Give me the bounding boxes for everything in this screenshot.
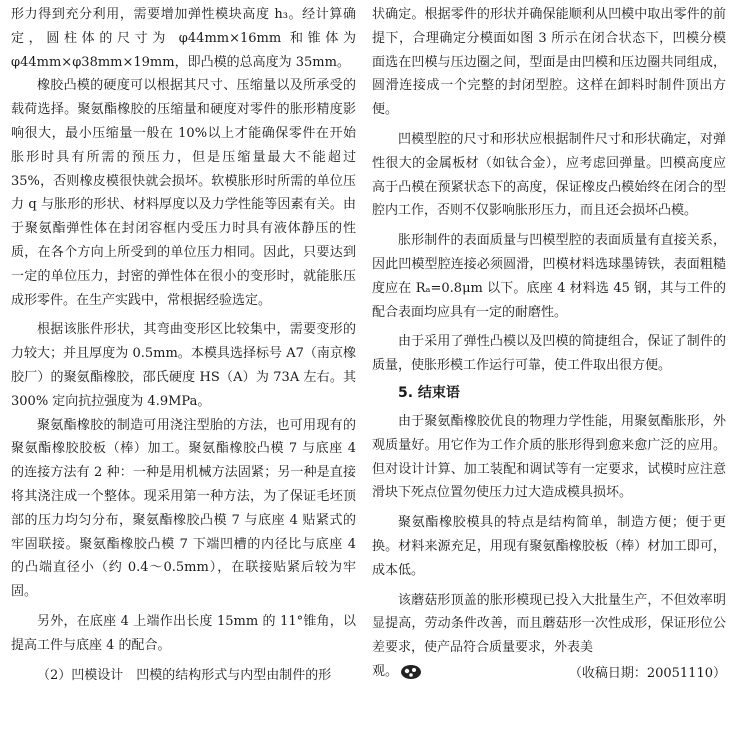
paragraph: （2）凹模设计 凹模的结构形式与内型由制件的形 [37, 667, 332, 683]
paragraph: 由于采用了弹性凸模以及凹模的简捷组合，保证了制件的质量，使胀形模工作运行可靠，使工件取出很方便。 [372, 334, 726, 374]
right-column [372, 3, 726, 684]
paragraph: 由于聚氨酯橡胶优良的物理力学性能，用聚氨酯胀形，外观质量好。用它作为工作介质的胀形得到愈来愈广泛的应用。但对设计计算、加工装配和调试等有一定要求，试模时应注意滑块下死点位置勿使压力过大造成模具损坏。 [372, 413, 726, 501]
paragraph: 胀形制件的表面质量与凹模型腔的表面质量有直接关系，因此凹模型腔连接必须圆滑，凹模材料选球墨铸铁，表面粗糙度应在 Rₐ=0.8μm 以下。底座 4 材料选 45 钢，其与工件的配合表面均应具有一定的耐磨性。 [372, 233, 726, 320]
section-heading: 5. 结束语 [398, 384, 460, 401]
paragraph: 聚氨酯橡胶模具的特点是结构简单，制造方便；便于更换。材料来源充足，用现有聚氨酯橡胶板（棒）材加工即可，成本低。 [372, 515, 726, 578]
paragraph-end: 观。 [372, 663, 399, 679]
paragraph: 聚氨酯橡胶的制造可用浇注型胎的方法，也可用现有的聚氨酯橡胶胶板（棒）加工。聚氨酯橡胶凸模 7 与底座 4 的连接方法有 2 种：一种是用机械方法固紧；另一种是直接将其浇注成一个整体。现采用第一种方法，为了保证毛坯顶部的压力均匀分布，聚氨酯橡胶凸模 7 与底座 4 贴紧式的牢固联接。聚氨酯橡胶凸模 7 下端凹槽的内径比与底座 4 的凸端直径小（约 0.4～0.5mm），在联接贴紧后较为牢固。 [11, 417, 356, 600]
paragraph: 根据该胀件形状，其弯曲变形区比较集中，需要变形的力较大；并且厚度为 0.5mm。本模具选择标号 A7（南京橡胶厂）的聚氨酯橡胶，邵氏硬度 HS（A）为 73A 左右。其 300% 定向抗拉强度为 4.9MPa。 [11, 322, 356, 409]
paragraph: 该蘑菇形顶盖的胀形模现已投入大批量生产，不但效率明显提高，劳动条件改善，而且蘑菇形一次性成形，保证形位公差要求，使产品符合质量要求，外表美 [372, 592, 726, 656]
received-date: （收稿日期：20051110） [568, 666, 726, 682]
final-line [372, 660, 726, 684]
paragraph: 形力得到充分利用，需要增加弹性模块高度 h₃。经计算确定，圆柱体的尺寸为 φ44mm×16mm 和锥体为 φ44mm×φ38mm×19mm，即凸模的总高度为 35mm。 [11, 7, 356, 70]
paragraph: 橡胶凸模的硬度可以根据其尺寸、压缩量以及所承受的载荷选择。聚氨酯橡胶的压缩量和硬度对零件的胀形精度影响很大，最小压缩量一般在 10%以上才能确保零件在开始胀形时具有所需的预压力，但是压缩量最大不能超过 35%，否则橡皮模很快就会损坏。软模胀形时所需的单位压力 q 与胀形的形状、材料厚度以及力学性能等因素有关。由于聚氨酯弹性体在封闭容框内受压力时具有液体静压的性质，在各个方向上所受到的单位压力相同。因此，只要达到一定的单位压力，封密的弹性体在很小的变形时，就能胀压成形零件。在生产实践中，常根据经验选定。 [11, 78, 356, 308]
end-mark-icon [400, 664, 422, 680]
paragraph: 另外，在底座 4 上端作出长度 15mm 的 11°锥角，以提高工件与底座 4 的配合。 [11, 613, 356, 653]
paragraph: 凹模型腔的尺寸和形状应根据制件尺寸和形状确定，对弹性很大的金属板材（如钛合金），应考虑回弹量。凹模高度应高于凸模在预紧状态下的高度，保证橡皮凸模始终在闭合的型腔内工作，否则不仅影响胀形压力，而且还会损坏凸模。 [372, 131, 726, 219]
left-column [11, 3, 356, 687]
paragraph: 状确定。根据零件的形状并确保能顺利从凹模中取出零件的前提下，合理确定分模面如图 3 所示在闭合状态下，凹模分模面选在凹模与压边圈之间，型面是由凹模和压边圈共同组成，圆滑连接成一个完整的封闭型腔。这样在卸料时制件顶出方便。 [372, 7, 726, 118]
